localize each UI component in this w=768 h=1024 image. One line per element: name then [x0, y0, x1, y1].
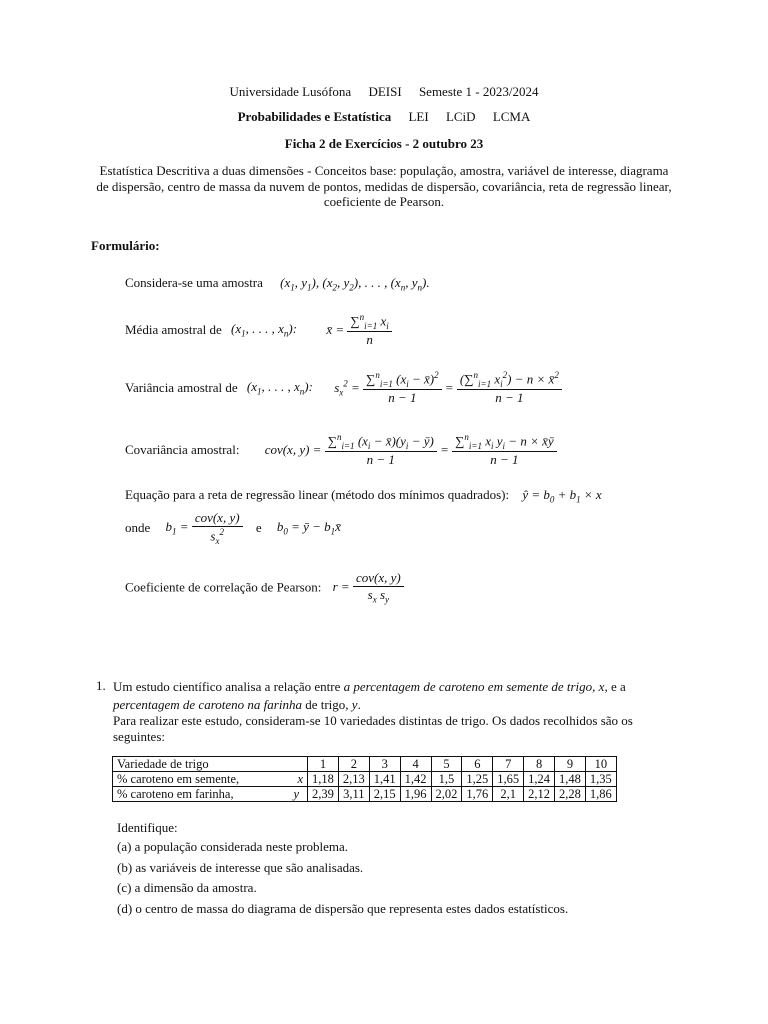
degree-lcma: LCMA [492, 109, 531, 124]
formula-covariancia: Covariância amostral: cov(x, y) = $\frac{\sum^n_{i=1} (x_i - x̄)(y_i - ȳ)}{n - 1}$ = $\frac{\sum^n_{i=1} x_i y_i - n \times x̄ȳ}{n - 1}$ [125, 432, 557, 468]
table-cell: 1,24 [524, 772, 555, 787]
table-cell: 7 [493, 757, 524, 772]
table-cell: 3 [369, 757, 400, 772]
table-cell: 1,96 [400, 787, 431, 802]
sheet-title: Ficha 2 de Exercícios - 2 outubro 23 [284, 136, 484, 151]
table-cell: 1,65 [493, 772, 524, 787]
identifique-label: Identifique: [117, 820, 178, 835]
table-cell: 2,12 [524, 787, 555, 802]
degree-lcid: LCiD [445, 109, 476, 124]
data-table [112, 756, 617, 802]
sheet-description: Estatística Descritiva a duas dimensões - Conceitos base: população, amostra, variável de interesse, diagrama de dispersão, centro de massa da nuvem de pontos, medidas de dispersão, covariância, reta de regressão linear, coeficiente de Pearson. [96, 163, 672, 209]
formula-variancia: Variância amostral de ($x_1$, . . . , $x_n$): $s_x^2$ = $\frac{\sum^n_{i=1} (x_i - x̄)^2}{n - 1}$ = $\frac{(\sum^n_{i=1} x_i^2) - n \times x̄^2}{n - 1}$ [125, 370, 562, 406]
formulario-title: Formulário: [91, 238, 160, 253]
table-cell: 1,41 [369, 772, 400, 787]
table-cell: 2,15 [369, 787, 400, 802]
list-item: (c) a dimensão da amostra. [117, 880, 257, 895]
table-cell: 2,13 [338, 772, 369, 787]
table-cell: 2 [338, 757, 369, 772]
course-title: Probabilidades e Estatística [237, 109, 392, 124]
department: DEISI [368, 84, 402, 99]
table-cell: 2,1 [493, 787, 524, 802]
formula-media: Média amostral de ($x_1$, . . . , $x_n$): x̄ = $\frac{\sum^n_{i=1} x_i}{n}$ [125, 312, 392, 348]
table-cell: 8 [524, 757, 555, 772]
table-header-label: Variedade de trigo [113, 757, 308, 772]
list-item: (b) as variáveis de interesse que são analisadas. [117, 860, 364, 875]
list-item: (a) a população considerada neste problema. [117, 839, 349, 854]
table-cell: 1,86 [585, 787, 616, 802]
table-cell: 1 [308, 757, 339, 772]
formula-pearson: Coeficiente de correlação de Pearson: r = $\frac{\text{cov(x, y)}}{s_x s_y}$ [125, 570, 404, 605]
course-line [0, 109, 768, 125]
table-cell: 1,35 [585, 772, 616, 787]
table-cell: 1,5 [431, 772, 462, 787]
table-cell: 1,42 [400, 772, 431, 787]
table-row [113, 772, 617, 787]
table-row [113, 757, 617, 772]
table-cell: 10 [585, 757, 616, 772]
semester: Semeste 1 - 2023/2024 [418, 84, 539, 99]
table-cell: 4 [400, 757, 431, 772]
table-cell: 3,11 [338, 787, 369, 802]
row-label-semente: % caroteno em semente, x [113, 772, 308, 787]
table-cell: 2,02 [431, 787, 462, 802]
table-cell: 6 [462, 757, 493, 772]
formula-regressao: Equação para a reta de regressão linear (método dos mínimos quadrados): ŷ = $b_0 + b_1 \times x$ [125, 487, 602, 505]
table-cell: 5 [431, 757, 462, 772]
row-label-farinha: % caroteno em farinha, y [113, 787, 308, 802]
list-item: (d) o centro de massa do diagrama de dispersão que representa estes dados estatísticos. [117, 901, 569, 916]
table-row [113, 787, 617, 802]
table-cell: 1,48 [555, 772, 586, 787]
table-cell: 2,39 [308, 787, 339, 802]
formula-amostra: Considera-se uma amostra ($x_1$, $y_1$), ($x_2$, $y_2$), . . . , ($x_n$, $y_n$). [125, 275, 430, 293]
table-cell: 9 [555, 757, 586, 772]
table-cell: 1,76 [462, 787, 493, 802]
table-cell: 1,18 [308, 772, 339, 787]
degree-lei: LEI [408, 109, 429, 124]
exercise-paragraph: Para realizar este estudo, consideram-se 10 variedades distintas de trigo. Os dados recolhidos são os seguintes: [113, 713, 633, 744]
exercise-statement: Um estudo científico analisa a relação entre a percentagem de caroteno em semente de trigo, x, e a percentagem de caroteno na farinha de trigo, y. [113, 679, 626, 712]
header-line [0, 84, 768, 100]
university: Universidade Lusófona [229, 84, 352, 99]
exercise-number: 1. [96, 678, 106, 693]
formula-coeficientes: onde $b_1$ = $\frac{\text{cov(x, y)}}{s_x^2}$ e $b_0$ = ȳ − $b_1x̄$ [125, 510, 341, 546]
table-cell: 2,28 [555, 787, 586, 802]
table-cell: 1,25 [462, 772, 493, 787]
